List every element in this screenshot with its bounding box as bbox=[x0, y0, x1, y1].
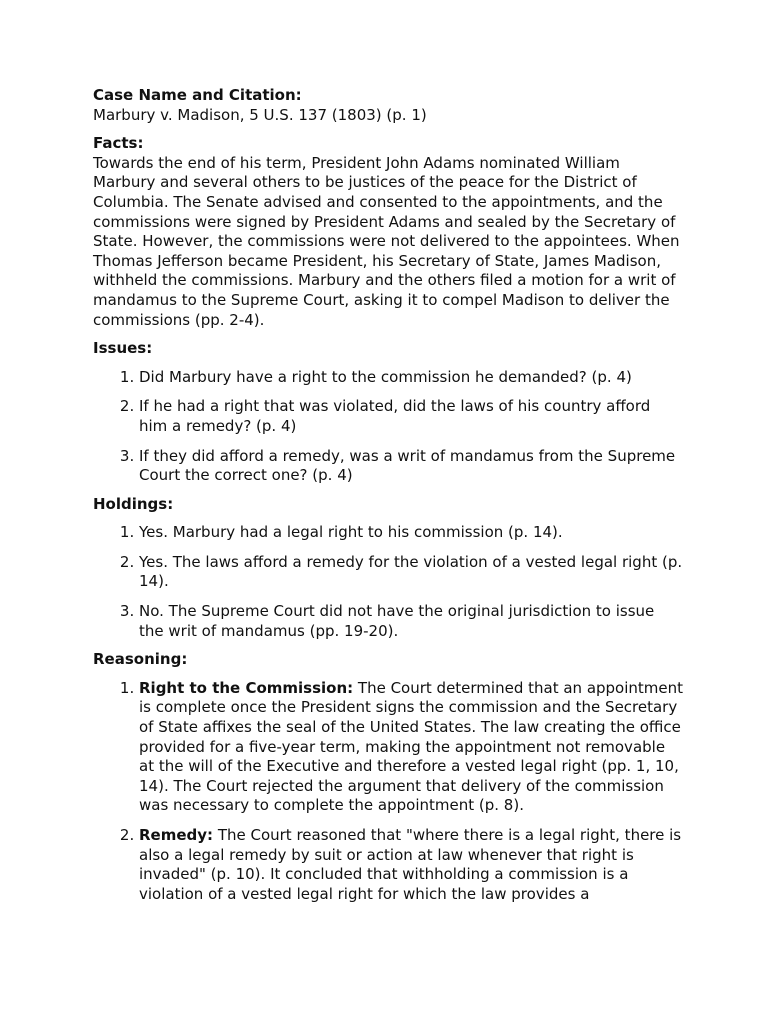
holding-item: 1. Yes. Marbury had a legal right to his commission (p. 14). bbox=[139, 523, 683, 543]
reasoning-lead: Right to the Commission: bbox=[139, 678, 354, 697]
holdings-heading: Holdings: bbox=[93, 494, 174, 513]
holdings-list bbox=[93, 523, 683, 641]
issues-section bbox=[93, 339, 683, 486]
reasoning-item bbox=[139, 826, 683, 904]
issue-item: 3. If they did afford a remedy, was a writ of mandamus from the Supreme Court the correct one? (p. 4) bbox=[139, 447, 683, 486]
document-page bbox=[93, 86, 683, 904]
facts-heading: Facts: bbox=[93, 134, 144, 153]
reasoning-heading: Reasoning: bbox=[93, 650, 188, 669]
case-citation-text: Marbury v. Madison, 5 U.S. 137 (1803) (p. 1) bbox=[93, 105, 427, 124]
facts-section bbox=[93, 134, 683, 330]
reasoning-text: The Court reasoned that "where there is a legal right, there is also a legal remedy by suit or action at law whenever that right is invaded" (p. 10). It concluded that withholding a commission is a violation of a vested legal right for which the law provides a bbox=[139, 826, 682, 903]
issue-item: 2. If he had a right that was violated, did the laws of his country afford him a remedy? (p. 4) bbox=[139, 397, 683, 436]
issues-heading: Issues: bbox=[93, 339, 153, 358]
issues-list bbox=[93, 368, 683, 486]
holdings-section bbox=[93, 495, 683, 642]
case-citation-heading: Case Name and Citation: bbox=[93, 86, 302, 104]
case-citation-section bbox=[93, 86, 683, 125]
facts-text: Towards the end of his term, President John Adams nominated William Marbury and several others to be justices of the peace for the District of Columbia. The Senate advised and consented to the appointments, and the commissions were signed by President Adams and sealed by the Secretary of State. However, the commissions were not delivered to the appointees. When Thomas Jefferson became President, his Secretary of State, James Madison, withheld the commissions. Marbury and the others filed a motion for a writ of mandamus to the Supreme Court, asking it to compel Madison to deliver the commissions (pp. 2-4). bbox=[93, 153, 680, 329]
holding-item: 3. No. The Supreme Court did not have the original jurisdiction to issue the writ of mandamus (pp. 19-20). bbox=[139, 602, 683, 641]
issue-item: 1. Did Marbury have a right to the commission he demanded? (p. 4) bbox=[139, 368, 683, 388]
reasoning-item bbox=[139, 679, 683, 816]
reasoning-section bbox=[93, 650, 683, 904]
reasoning-list bbox=[93, 679, 683, 905]
reasoning-text: The Court determined that an appointment is complete once the President signs the commission and the Secretary of State affixes the seal of the United States. The law creating the office provided for a five-year term, making the appointment not removable at the will of the Executive and therefore a vested legal right (pp. 1, 10, 14). The Court rejected the argument that delivery of the commission was necessary to complete the appointment (p. 8). bbox=[139, 678, 684, 815]
reasoning-lead: Remedy: bbox=[139, 826, 214, 844]
holding-item: 2. Yes. The laws afford a remedy for the violation of a vested legal right (p. 14). bbox=[139, 553, 683, 592]
